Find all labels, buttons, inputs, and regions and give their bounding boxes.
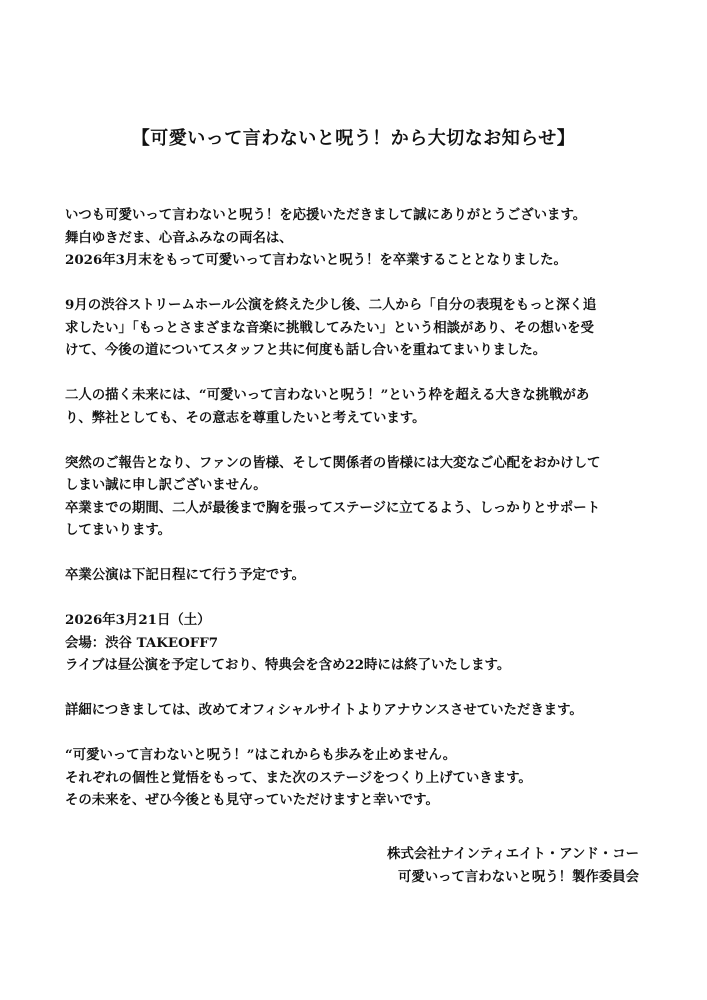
paragraph-apology <box>65 452 650 542</box>
body-line: いつも可愛いって言わないと呪う！を応援いただきまして誠にありがとうございます。 <box>65 207 587 223</box>
body-line: その未来を、ぜひ今後とも見守っていただけますと幸いです。 <box>65 792 439 808</box>
signature-committee: 可愛いって言わないと呪う！製作委員会 <box>397 869 639 885</box>
body-line: それぞれの個性と覚悟をもって、また次のステージをつくり上げていきます。 <box>65 769 532 786</box>
paragraph-graduation-notice <box>65 564 650 587</box>
body-line: 2026年3月末をもって可愛いって言わないと呪う！を卒業することとなりました。 <box>65 252 567 268</box>
signature-company: 株式会社ナインティエイト・アンド・コー <box>387 846 639 862</box>
paragraph-official-site <box>65 699 650 722</box>
body-line: 舞白ゆきだま、心音ふみなの両名は、 <box>65 229 293 246</box>
paragraph-thanks <box>65 204 650 272</box>
paragraph-background <box>65 294 650 362</box>
paragraph-event-details <box>65 609 650 677</box>
body-line: しまい誠に申し訳ございません。 <box>65 477 267 493</box>
body-line: り、弊社としても、その意志を尊重したいと考えています。 <box>65 409 426 426</box>
body-line: 突然のご報告となり、ファンの皆様、そして関係者の皆様には大変なご心配をおかけして <box>65 454 601 471</box>
body-line: 卒業公演は下記日程にて行う予定です。 <box>65 567 305 583</box>
body-line: 9月の渋谷ストリームホール公演を終えた少し後、二人から「自分の表現をもっと深く追 <box>65 297 597 313</box>
event-venue: 会場：渋谷 TAKEOFF7 <box>65 634 219 651</box>
body-line: 卒業までの期間、二人が最後まで胸を張ってステージに立てるよう、しっかりとサポート <box>65 499 601 516</box>
body-line: してまいります。 <box>65 522 172 538</box>
event-note: ライブは昼公演を予定しており、特典会を含め22時には終了いたします。 <box>65 657 511 673</box>
body-line: 二人の描く未来には、“可愛いって言わないと呪う！”という枠を超える大きな挑戦があ <box>65 387 590 403</box>
body-line: “可愛いって言わないと呪う！”はこれからも歩みを止めません。 <box>65 747 457 763</box>
paragraph-future <box>65 384 650 429</box>
body-line: けて、今後の道についてスタッフと共に何度も話し合いを重ねてまいりました。 <box>65 342 547 358</box>
body-line: 求したい」「もっとさまざまな音楽に挑戦してみたい」という相談があり、その想いを受 <box>65 319 594 336</box>
announcement-body <box>65 204 650 834</box>
event-date: 2026年3月21日（土） <box>65 612 211 628</box>
announcement-title: 【可愛いって言わないと呪う！から大切なお知らせ】 <box>131 128 576 149</box>
body-line: 詳細につきましては、改めてオフィシャルサイトよりアナウンスさせていただきます。 <box>65 702 583 718</box>
paragraph-closing <box>65 744 650 812</box>
signature-block <box>387 843 639 889</box>
